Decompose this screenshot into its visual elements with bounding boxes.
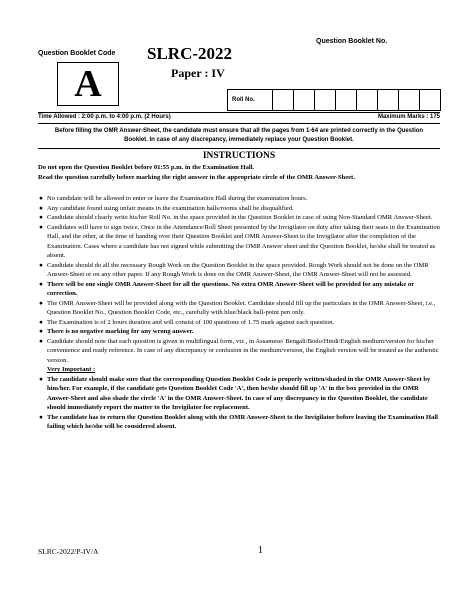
very-important-heading: Very Important : xyxy=(47,366,96,373)
lead-line: Do not open the Question Booklet before 01:55 p.m. in the Examination Hall. xyxy=(38,164,255,171)
divider xyxy=(38,148,440,149)
bullet-icon: ● xyxy=(39,261,43,269)
page-number: 1 xyxy=(258,545,263,556)
lead-line: Read the question carefully before marking the right answer in the appropriate circle of the OMR Answer-Sheet. xyxy=(38,173,355,181)
roll-digit-box xyxy=(378,90,399,110)
footer-code: SLRC-2022/P-IV/A xyxy=(38,547,99,556)
bullet-icon: ● xyxy=(39,280,43,288)
roll-number-label: Roll No. xyxy=(228,90,273,110)
exam-title: SLRC-2022 xyxy=(147,44,233,63)
booklet-code-box: A xyxy=(57,62,119,106)
pre-omr-notice: Before filling the OMR Answer-Sheet, the candidate must ensure that all the pages from 1-64 are printed correctly in the Question Booklet. In case of any discrepancy, immediately replace your Question Booklet. xyxy=(54,128,424,143)
bullet-icon: ● xyxy=(39,413,43,421)
maximum-marks: Maximum Marks : 175 xyxy=(377,114,440,120)
roll-digit-box xyxy=(294,90,315,110)
list-item: ● Any candidate found using unfair means in the examination halls/rooms shall be disqualified. xyxy=(39,204,294,212)
roll-digit-box xyxy=(357,90,378,110)
divider xyxy=(38,112,440,113)
bullet-icon: ● xyxy=(39,299,43,307)
list-item: ● The OMR Answer-Sheet will be provided along with the Question Booklet. Candidate should fill up the particulars in the OMR Answer-Sheet, i.e., Question Booklet No., Question Booklet Code, etc., carefully with blue/black ball-point pen only. xyxy=(39,299,436,316)
bullet-icon: ● xyxy=(39,204,43,212)
question-booklet-no-label: Question Booklet No. xyxy=(316,38,388,45)
list-item: ● The Examination is of 2 hours duration and will consist of 100 questions of 1.75 mark against each question. xyxy=(39,318,335,326)
question-booklet-code-label: Question Booklet Code xyxy=(38,50,116,57)
roll-digit-box xyxy=(315,90,336,110)
list-item: ● Candidate should clearly write his/her Roll No. in the space provided in the Question Booklet in case of using Non-Standard OMR Answer-Sheet. xyxy=(39,214,433,221)
list-item: ● There will be one single OMR Answer-Sheet for all the questions. No extra OMR Answer-Sheet will be provided for any mistake or correction. xyxy=(39,280,415,297)
bullet-icon: ● xyxy=(39,328,43,335)
divider xyxy=(38,123,440,124)
instructions-heading: INSTRUCTIONS xyxy=(202,151,276,161)
roll-digit-box xyxy=(273,90,294,110)
roll-digit-box xyxy=(420,90,440,110)
list-item: ● The candidate should make sure that the corresponding Question Booklet Code is properly written/shaded in the OMR Answer-Sheet by him/her. For example, if the candidate gets Question Booklet Code 'A', then he/she should fill up 'A' in the box provided in the OMR Answer-Sheet and also shade the circle 'A' in the OMR Answer-Sheet. In case of any discrepancy in the Question Booklet, the candidate should immediately report the matter to the Invigilator for replacement. xyxy=(39,375,431,411)
bullet-icon: ● xyxy=(39,318,43,326)
list-item: ● Candidate should do all the necessary Rough Work on the Question Booklet in the space provided. Rough Work should not be done on the OMR Answer-Sheet or on any other paper. If any Rough Work is done on the OMR Answer-Sheet, the OMR Answer-Sheet will not be assessed. xyxy=(39,261,429,278)
list-item: ● The candidate has to return the Question Booklet along with the OMR Answer-Sheet to the Invigilator before leaving the Examination Hall failing which he/she will be considered absent. xyxy=(39,413,438,430)
bullet-icon: ● xyxy=(39,223,43,231)
instructions-list xyxy=(38,194,440,432)
bullet-icon: ● xyxy=(39,195,43,202)
list-item: ● No candidate will be allowed to enter or leave the Examination Hall during the examination hours. xyxy=(39,195,308,202)
list-item: ● There is no negative marking for any wrong answer. xyxy=(39,328,194,335)
list-item: ● Candidate should note that each question is given in multilingual form, viz., in Assamese/ Bengali/Bodo/Hindi/English medium/version for his/her convenience and ready reference. In case of any discrepancy or confusion in the medium/version, the English version will be treated as the authentic version. xyxy=(39,337,439,364)
bullet-icon: ● xyxy=(39,375,43,383)
instructions-lead xyxy=(38,163,440,182)
paper-label: Paper : IV xyxy=(171,66,225,80)
bullet-icon: ● xyxy=(39,337,43,345)
roll-digit-box xyxy=(336,90,357,110)
roll-digit-box xyxy=(399,90,420,110)
time-allowed: Time Allowed : 2:00 p.m. to 4:00 p.m. (2 Hours) xyxy=(38,114,171,120)
roll-number-grid xyxy=(227,89,441,111)
list-item: ● Candidates will have to sign twice. Once in the Attendance/Roll Sheet presented by the Invigilator on duty after taking their seats in the Examination Hall, and the other, at the time of handing over their Question Booklet and OMR Answer-Sheet to the Invigilator after the completion of the Examination. Cases where a candidate has not signed while submitting the OMR Answer sheet and the Question Booklet, he/she shall be treated as absent. xyxy=(39,223,440,259)
bullet-icon: ● xyxy=(39,214,43,221)
